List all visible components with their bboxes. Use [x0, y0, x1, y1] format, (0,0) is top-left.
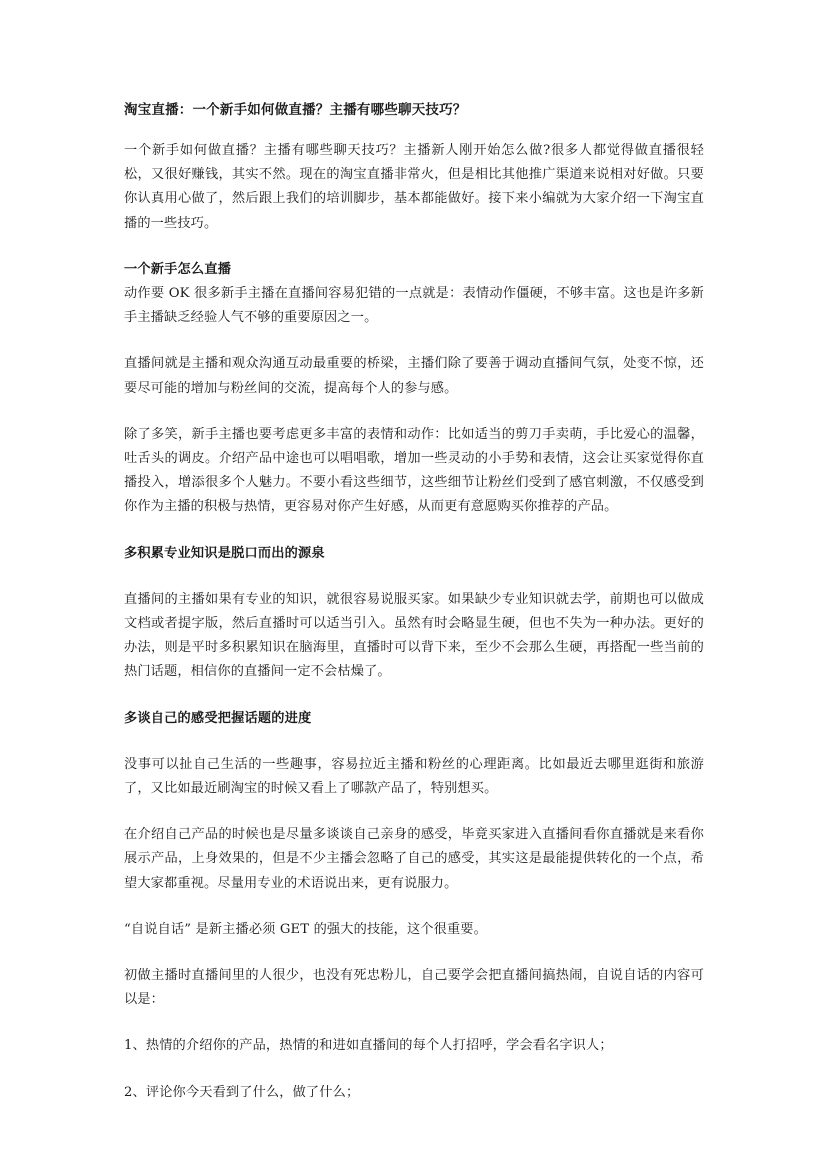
paragraph: 直播间就是主播和观众沟通互动最重要的桥梁，主播们除了要善于调动直播间气氛，处变不惊，还要尽可能的增加与粉丝间的交流，提高每个人的参与感。	[124, 356, 704, 396]
paragraph: 动作要 OK 很多新手主播在直播间容易犯错的一点就是：表情动作僵硬，不够丰富。这也是许多新手主播缺乏经验人气不够的重要原因之一。	[124, 286, 704, 326]
paragraph: “自说自话” 是新主播必须 GET 的强大的技能，这个很重要。	[124, 921, 487, 937]
section-heading-newbie-live: 一个新手怎么直播	[124, 261, 232, 277]
intro-paragraph: 一个新手如何做直播？主播有哪些聊天技巧？主播新人刚开始怎么做?很多人都觉得做直播很轻松，又很好赚钱，其实不然。现在的淘宝直播非常火，但是相比其他推广渠道来说相对好做。只要你认真用心做了，然后跟上我们的培训脚步，基本都能做好。接下来小编就为大家介绍一下淘宝直播的一些技巧。	[124, 143, 704, 231]
document-page	[124, 98, 704, 1127]
document-title: 淘宝直播：一个新手如何做直播？主播有哪些聊天技巧？	[124, 102, 467, 118]
paragraph: 除了多笑，新手主播也要考虑更多丰富的表情和动作：比如适当的剪刀手卖萌，手比爱心的温馨，吐舌头的调皮。介绍产品中途也可以唱唱歌，增加一些灵动的小手势和表情，这会让买家觉得你直播投入，增添很多个人魅力。不要小看这些细节，这些细节让粉丝们受到了感官刺激，不仅感受到你作为主播的积极与热情，更容易对你产生好感，从而更有意愿购买你推荐的产品。	[124, 426, 704, 515]
section-heading-knowledge: 多积累专业知识是脱口而出的源泉	[124, 545, 325, 561]
list-item: 2、评论你今天看到了什么，做了什么；	[124, 1084, 360, 1100]
paragraph: 初做主播时直播间里的人很少，也没有死忠粉儿，自己要学会把直播间搞热闹，自说自话的内容可以是：	[124, 968, 704, 1008]
list-item: 1、热情的介绍你的产品，热情的和进如直播间的每个人打招呼，学会看名字识人；	[124, 1038, 613, 1054]
paragraph: 直播间的主播如果有专业的知识，就很容易说服买家。如果缺少专业知识就去学，前期也可以做成文档或者提字版，然后直播时可以适当引入。虽然有时会略显生硬，但也不失为一种办法。更好的办法，则是平时多积累知识在脑海里，直播时可以背下来，至少不会那么生硬，再搭配一些当前的热门话题，相信你的直播间一定不会枯燥了。	[124, 591, 704, 680]
section-heading-feelings: 多谈自己的感受把握话题的进度	[124, 710, 312, 726]
paragraph: 没事可以扯自己生活的一些趣事，容易拉近主播和粉丝的心理距离。比如最近去哪里逛街和旅游了，又比如最近刷淘宝的时候又看上了哪款产品了，特别想买。	[124, 756, 704, 797]
paragraph: 在介绍自己产品的时候也是尽量多谈谈自己亲身的感受，毕竟买家进入直播间看你直播就是来看你展示产品，上身效果的，但是不少主播会忽略了自己的感受，其实这是最能提供转化的一个点，希望大家都重视。尽量用专业的术语说出来，更有说服力。	[124, 827, 704, 891]
